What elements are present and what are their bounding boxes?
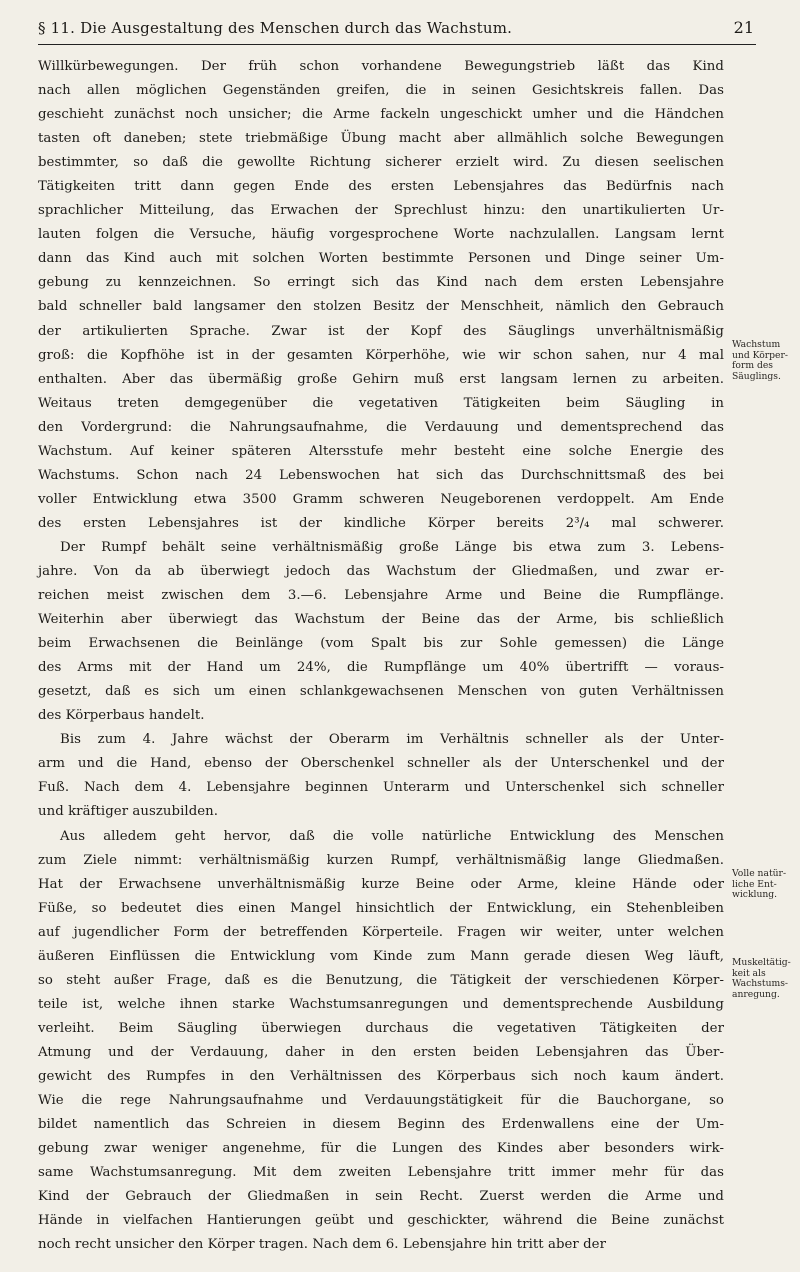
- body-text: [38, 55, 724, 1257]
- text-line: enthalten. Aber das übermäßig große Gehirn muß erst langsam lernen zu arbeiten.: [38, 371, 724, 387]
- text-line: Fuß. Nach dem 4. Lebensjahre beginnen Unterarm und Unterschenkel sich schneller: [38, 780, 724, 796]
- text-line: noch recht unsicher den Körper tragen. Nach dem 6. Lebensjahre hin tritt aber der: [38, 1237, 606, 1253]
- text-line: Kind der Gebrauch der Gliedmaßen in sein Recht. Zuerst werden die Arme und: [38, 1189, 724, 1205]
- text-line: verleiht. Beim Säugling überwiegen durchaus die vegetativen Tätigkeiten der: [38, 1020, 724, 1036]
- text-line: reichen meist zwischen dem 3.—6. Lebensjahre Arme und Beine die Rumpflänge.: [38, 588, 724, 604]
- text-line: des ersten Lebensjahres ist der kindliche Körper bereits 2³/₄ mal schwerer.: [38, 515, 724, 531]
- text-line: groß: die Kopfhöhe ist in der gesamten Körperhöhe, wie wir schon sahen, nur 4 mal: [38, 347, 724, 363]
- text-line: auf jugendlicher Form der betreffenden Körperteile. Fragen wir weiter, unter welchen: [38, 924, 724, 940]
- text-line: bestimmter, so daß die gewollte Richtung sicherer erzielt wird. Zu diesen seelischen: [38, 155, 724, 171]
- text-line: Tätigkeiten tritt dann gegen Ende des ersten Lebensjahres das Bedürfnis nach: [38, 179, 724, 195]
- text-line: gesetzt, daß es sich um einen schlankgewachsenen Menschen von guten Verhältnissen: [38, 684, 724, 700]
- text-line: arm und die Hand, ebenso der Oberschenkel schneller als der Unterschenkel und der: [38, 756, 724, 772]
- margin-note-growth: Wachstum und Körper- form des Säuglings.: [732, 339, 788, 382]
- text-line: Bis zum 4. Jahre wächst der Oberarm im Verhältnis schneller als der Unter-: [60, 732, 724, 748]
- text-line: gewicht des Rumpfes in den Verhältnissen des Körperbaus sich noch kaum ändert.: [38, 1068, 724, 1084]
- text-line: Hat der Erwachsene unverhältnismäßig kurze Beine oder Arme, kleine Hände oder: [38, 876, 724, 892]
- text-line: des Arms mit der Hand um 24%, die Rumpflänge um 40% übertrifft — voraus-: [38, 660, 724, 676]
- text-line: lauten folgen die Versuche, häufig vorgesprochene Worte nachzulallen. Langsam lernt: [38, 227, 724, 243]
- margin-note-muscle-activity: Muskeltätig- keit als Wachstums- anregung.: [732, 957, 791, 1000]
- running-title: § 11. Die Ausgestaltung des Menschen durch das Wachstum.: [38, 19, 513, 37]
- text-line: gebung zu kennzeichnen. So erringt sich das Kind nach dem ersten Lebensjahre: [38, 275, 724, 291]
- text-line: voller Entwicklung etwa 3500 Gramm schweren Neugeborenen verdoppelt. Am Ende: [38, 491, 724, 507]
- page-number: 21: [733, 18, 754, 37]
- text-line: Der Rumpf behält seine verhältnismäßig große Länge bis etwa zum 3. Lebens-: [60, 539, 724, 555]
- text-line: dann das Kind auch mit solchen Worten bestimmte Personen und Dinge seiner Um-: [38, 251, 724, 267]
- text-line: der artikulierten Sprache. Zwar ist der Kopf des Säuglings unverhältnismäßig: [38, 323, 724, 339]
- text-line: Willkürbewegungen. Der früh schon vorhandene Bewegungstrieb läßt das Kind: [38, 59, 724, 74]
- header-rule: [38, 44, 756, 45]
- text-line: nach allen möglichen Gegenständen greifen, die in seinen Gesichtskreis fallen. Das: [38, 83, 724, 99]
- text-line: geschieht zunächst noch unsicher; die Arme fackeln ungeschickt umher und die Händchen: [38, 107, 724, 123]
- text-line: same Wachstumsanregung. Mit dem zweiten Lebensjahre tritt immer mehr für das: [38, 1165, 724, 1181]
- text-line: und kräftiger auszubilden.: [38, 804, 219, 820]
- text-line: Atmung und der Verdauung, daher in den ersten beiden Lebensjahren das Über-: [38, 1044, 724, 1060]
- text-line: Weitaus treten demgegenüber die vegetativen Tätigkeiten beim Säugling in: [38, 395, 724, 411]
- text-line: Wie die rege Nahrungsaufnahme und Verdauungstätigkeit für die Bauchorgane, so: [38, 1093, 724, 1109]
- text-line: zum Ziele nimmt: verhältnismäßig kurzen Rumpf, verhältnismäßig lange Gliedmaßen.: [38, 852, 724, 868]
- text-line: bald schneller bald langsamer den stolzen Besitz der Menschheit, nämlich den Gebrauch: [38, 299, 724, 315]
- text-line: Aus alledem geht hervor, daß die volle natürliche Entwicklung des Menschen: [60, 828, 724, 844]
- text-line: den Vordergrund: die Nahrungsaufnahme, die Verdauung und dementsprechend das: [38, 419, 724, 435]
- text-line: bildet namentlich das Schreien in diesem Beginn des Erdenwallens eine der Um-: [38, 1117, 724, 1133]
- text-line: so steht außer Frage, daß es die Benutzung, die Tätigkeit der verschiedenen Körper-: [38, 972, 724, 988]
- text-line: äußeren Einflüssen die Entwicklung vom Kinde zum Mann gerade diesen Weg läuft,: [38, 948, 724, 964]
- margin-note-development: Volle natür- liche Ent- wicklung.: [732, 868, 787, 901]
- text-line: jahre. Von da ab überwiegt jedoch das Wachstum der Gliedmaßen, und zwar er-: [38, 563, 724, 579]
- text-line: teile ist, welche ihnen starke Wachstumsanregungen und dementsprechende Ausbildung: [38, 996, 724, 1012]
- text-line: gebung zwar weniger angenehme, für die Lungen des Kindes aber besonders wirk-: [38, 1141, 724, 1157]
- page-header: [38, 14, 754, 42]
- text-line: Wachstums. Schon nach 24 Lebenswochen hat sich das Durchschnittsmaß des bei: [38, 467, 724, 483]
- text-line: Füße, so bedeutet dies einen Mangel hinsichtlich der Entwicklung, ein Stehenbleiben: [38, 900, 724, 916]
- text-line: Hände in vielfachen Hantierungen geübt und geschickter, während die Beine zunächst: [38, 1213, 724, 1229]
- text-line: tasten oft daneben; stete triebmäßige Übung macht aber allmählich solche Bewegungen: [38, 131, 724, 147]
- text-line: beim Erwachsenen die Beinlänge (vom Spalt bis zur Sohle gemessen) die Länge: [38, 636, 724, 652]
- text-line: Weiterhin aber überwiegt das Wachstum der Beine das der Arme, bis schließlich: [38, 612, 724, 628]
- text-line: des Körperbaus handelt.: [38, 708, 205, 724]
- text-line: Wachstum. Auf keiner späteren Altersstufe mehr besteht eine solche Energie des: [38, 443, 724, 459]
- text-line: sprachlicher Mitteilung, das Erwachen der Sprechlust hinzu: den unartikulierten Ur-: [38, 203, 724, 219]
